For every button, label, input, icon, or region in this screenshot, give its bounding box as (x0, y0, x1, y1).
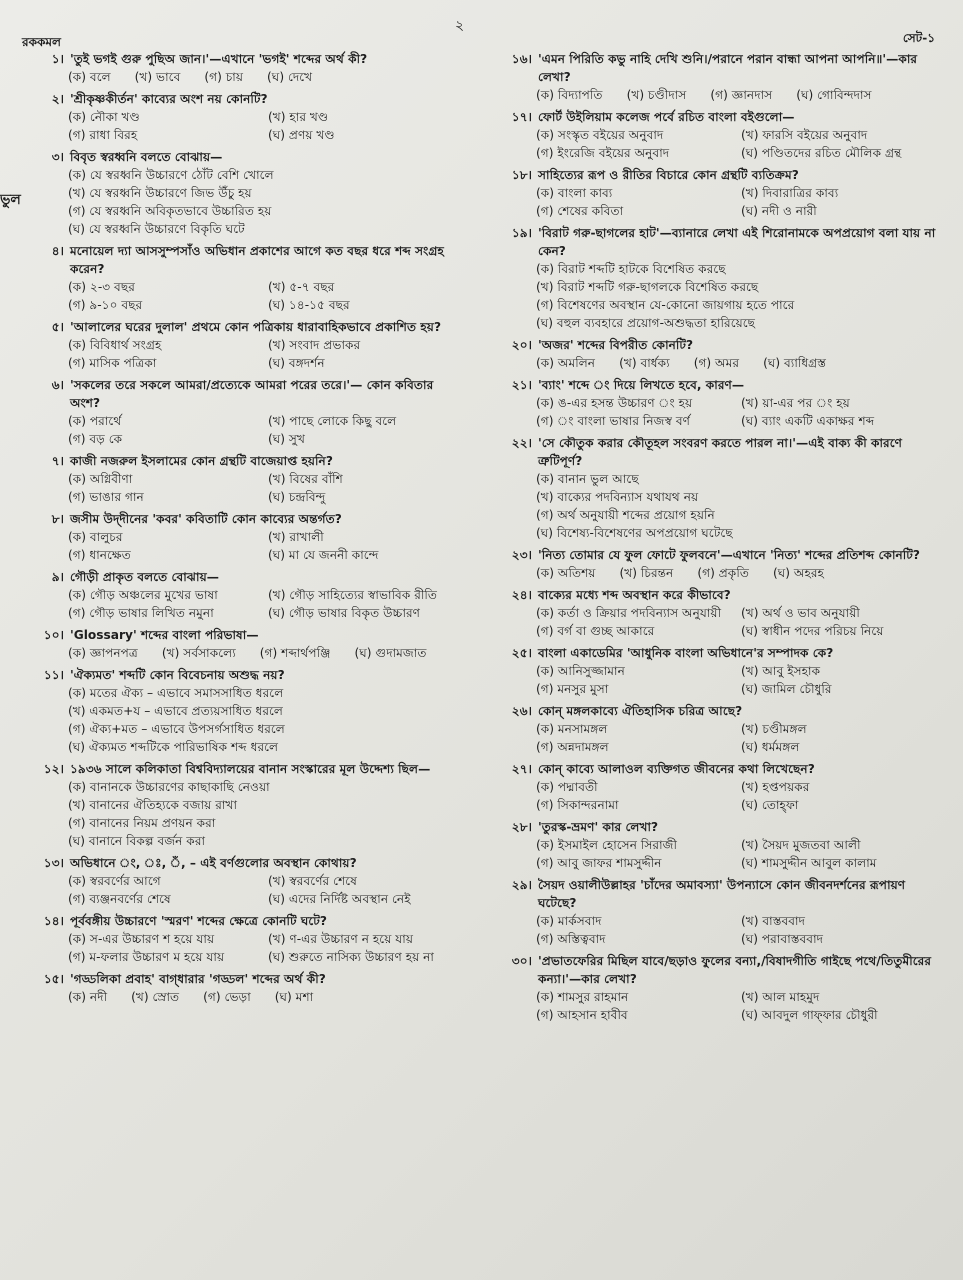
answer-option: (ক) ঙ-এর হসন্ত উচ্চারণ ং হয় (536, 396, 693, 410)
answer-option: (খ) চণ্ডীমঙ্গল (741, 722, 807, 736)
answer-option: (ক) নৌকা খণ্ড (68, 110, 140, 124)
question-item (488, 760, 938, 814)
answer-options (20, 778, 460, 850)
answer-option: (খ) ফারসি বইয়ের অনুবাদ (741, 128, 868, 142)
answer-option: (খ) আল মাহমুদ (741, 990, 820, 1004)
question-text: পূর্ববঙ্গীয় উচ্চারণে 'স্মরণ' শব্দের ক্ষেত্রে কোনটি ঘটে? (70, 914, 327, 928)
answer-option: (গ) জ্ঞানদাস (710, 88, 773, 102)
answer-option: (গ) অন্নদামঙ্গল (536, 740, 609, 754)
question-text: ১৯৩৬ সালে কলিকাতা বিশ্ববিদ্যালয়ের বানান সংস্কারের মূল উদ্দেশ্য ছিল— (70, 762, 431, 776)
question-number: ২১। (511, 378, 532, 392)
question-number: ২৬। (511, 704, 532, 718)
right-question-column (488, 50, 938, 1028)
question-text: ফোর্ট উইলিয়াম কলেজ পর্বে রচিত বাংলা বইগুলো— (538, 110, 795, 124)
question-text: 'এমন পিরিতি কভু নাহি দেখি শুনি।/পরানে পরান বান্ধা আপনা আপনি॥'—কার লেখা? (538, 52, 918, 84)
question-number: ২। (51, 92, 64, 106)
answer-option: (ঘ) শুরুতে নাসিক্য উচ্চারণ হয় না (268, 950, 434, 964)
answer-option: (খ) বার্ধক্য (619, 356, 670, 370)
question-text: সাহিত্যের রূপ ও রীতির বিচারে কোন গ্রন্থটি ব্যতিক্রম? (538, 168, 799, 182)
answer-option: (গ) সিকান্দরনামা (536, 798, 619, 812)
answer-option: (ক) বলে (68, 70, 111, 84)
answer-options (20, 644, 460, 662)
question-stem (20, 90, 460, 108)
answer-option: (খ) বানানের ঐতিহ্যকে বজায় রাখা (68, 798, 237, 812)
answer-option: (গ) শেষের কবিতা (536, 204, 624, 218)
answer-options (20, 586, 460, 622)
question-item (488, 108, 938, 162)
answer-options (488, 604, 938, 640)
answer-option: (ক) অগ্নিবীণা (68, 472, 133, 486)
question-item (20, 148, 460, 238)
answer-option: (ক) বানান ভুল আছে (536, 472, 639, 486)
answer-option: (গ) ইংরেজি বইয়ের অনুবাদ (536, 146, 670, 160)
answer-options (488, 470, 938, 542)
answer-option: (গ) মনসুর মুসা (536, 682, 609, 696)
answer-options (20, 988, 460, 1006)
question-item (20, 452, 460, 506)
answer-option: (গ) ৯-১০ বছর (68, 298, 143, 312)
answer-option: (গ) বর্গ বা গুচ্ছ আকারে (536, 624, 655, 638)
answer-option: (খ) রাখালী (268, 530, 324, 544)
question-item (488, 586, 938, 640)
answer-option: (ঘ) পরাবাস্তববাদ (741, 932, 824, 946)
answer-option: (ক) কর্তা ও ক্রিয়ার পদবিন্যাস অনুযায়ী (536, 606, 722, 620)
question-item (20, 912, 460, 966)
answer-option: (গ) আহসান হাবীব (536, 1008, 628, 1022)
question-stem (20, 50, 460, 68)
question-stem (488, 376, 938, 394)
question-item (20, 510, 460, 564)
question-text: কোন্ মঙ্গলকাব্যে ঐতিহাসিক চরিত্র আছে? (538, 704, 743, 718)
question-item (20, 50, 460, 86)
answer-option: (খ) চণ্ডীদাস (626, 88, 687, 102)
question-stem (20, 568, 460, 586)
answer-option: (ক) অতিশয় (536, 566, 596, 580)
question-number: ১। (51, 52, 64, 66)
answer-option: (ক) অমলিন (536, 356, 596, 370)
answer-option: (ক) পদ্মাবতী (536, 780, 598, 794)
question-text: 'বিরাট গরু-ছাগলের হাট'—ব্যানারে লেখা এই শিরোনামকে অপপ্রয়োগ বলা যায় না কেন? (538, 226, 936, 258)
answer-options (20, 470, 460, 506)
question-stem (488, 818, 938, 836)
answer-option: (ক) মতের ঐক্য – এভাবে সমাসসাধিত ধরলে (68, 686, 284, 700)
question-stem (488, 952, 938, 988)
answer-option: (গ) চায় (204, 70, 244, 84)
answer-option: (ঘ) সুখ (268, 432, 305, 446)
answer-options (20, 278, 460, 314)
question-number: ১৫। (43, 972, 64, 986)
answer-option: (খ) একমত+য – এভাবে প্রত্যয়সাধিত ধরলে (68, 704, 284, 718)
question-number: ৬। (51, 378, 64, 392)
answer-option: (গ) ম-ফলার উচ্চারণ ম হয়ে যায় (68, 950, 225, 964)
question-text: 'ঐক্যমত' শব্দটি কোন বিবেচনায় অশুদ্ধ নয়? (70, 668, 285, 682)
answer-option: (ঘ) গোবিন্দদাস (796, 88, 872, 102)
question-text: কাজী নজরুল ইসলামের কোন গ্রন্থটি বাজেয়াপ্ত হয়নি? (70, 454, 333, 468)
question-number: ৪। (51, 244, 64, 258)
answer-options (20, 872, 460, 908)
answer-options (20, 68, 460, 86)
question-stem (20, 148, 460, 166)
question-item (488, 224, 938, 332)
answer-option: (ক) পরার্থে (68, 414, 122, 428)
question-item (20, 970, 460, 1006)
question-item (488, 546, 938, 582)
answer-option: (ঘ) ব্যাধিগ্রস্ত (763, 356, 827, 370)
answer-option: (গ) বড় কে (68, 432, 123, 446)
question-item (20, 242, 460, 314)
header-set-label: সেট-১ (902, 31, 935, 45)
answer-option: (খ) স্রোত (131, 990, 180, 1004)
answer-option: (ক) নদী (68, 990, 108, 1004)
question-number: ৮। (51, 512, 64, 526)
answer-option: (ঘ) বিশেষ্য-বিশেষণের অপপ্রয়োগ ঘটেছে (536, 526, 733, 540)
question-stem (20, 760, 460, 778)
question-stem (488, 760, 938, 778)
answer-option: (খ) সৈয়দ মুজতবা আলী (741, 838, 861, 852)
answer-option: (গ) ব্যঞ্জনবর্ণের শেষে (68, 892, 171, 906)
answer-option: (খ) আবু ইসহাক (741, 664, 821, 678)
answer-options (20, 930, 460, 966)
answer-option: (ঘ) তোহ্‌ফা (741, 798, 799, 812)
question-number: ২২। (511, 436, 532, 450)
question-text: 'তুরস্ক-ভ্রমণ' কার লেখা? (538, 820, 659, 834)
question-number: ২৫। (511, 646, 532, 660)
question-number: ২৭। (511, 762, 532, 776)
question-number: ২৯। (511, 878, 532, 892)
answer-option: (ঘ) গুদামজাত (354, 646, 427, 660)
question-text: 'Glossary' শব্দের বাংলা পরিভাষা— (70, 628, 259, 642)
question-text: অভিধানে ং, ঃ, ঁ, – এই বর্ণগুলোর অবস্থান কোথায়? (70, 856, 357, 870)
answer-option: (ক) শামসুর রাহমান (536, 990, 629, 1004)
answer-option: (গ) আবু জাফর শামসুদ্দীন (536, 856, 662, 870)
answer-option: (ক) আনিসুজ্জামান (536, 664, 625, 678)
answer-option: (খ) সর্বসাকল্যে (161, 646, 236, 660)
question-text: গৌড়ী প্রাকৃত বলতে বোঝায়— (70, 570, 219, 584)
question-number: ২০। (511, 338, 532, 352)
answer-option: (গ) রাধা বিরহ (68, 128, 138, 142)
question-stem (488, 166, 938, 184)
question-text: 'আলালের ঘরের দুলাল' প্রথমে কোন পত্রিকায় ধারাবাহিকভাবে প্রকাশিত হয়? (70, 320, 442, 334)
question-item (20, 760, 460, 850)
question-item (488, 166, 938, 220)
question-number: ১৭। (511, 110, 532, 124)
answer-options (20, 166, 460, 238)
answer-option: (ঘ) প্রণয় খণ্ড (268, 128, 335, 142)
question-text: 'সে কৌতুক করার কৌতূহল সংবরণ করতে পারল না।'—এই বাক্য কী কারণে ত্রুটিপূর্ণ? (538, 436, 902, 468)
question-text: 'গড্ডলিকা প্রবাহ' বাগ্‌ধারার 'গড্ডল' শব্দের অর্থ কী? (70, 972, 326, 986)
answer-options (488, 184, 938, 220)
answer-option: (খ) হপ্তপয়কর (741, 780, 810, 794)
answer-option: (ঘ) গৌড় ভাষার বিকৃত উচ্চারণ (268, 606, 421, 620)
question-stem (20, 970, 460, 988)
answer-option: (ঘ) স্বাধীন পদের পরিচয় নিয়ে (741, 624, 884, 638)
question-item (20, 666, 460, 756)
answer-option: (ঘ) এদের নির্দিষ্ট অবস্থান নেই (268, 892, 411, 906)
answer-option: (গ) ঐক্য+মত – এভাবে উপসর্গসাধিত ধরলে (68, 722, 285, 736)
answer-options (20, 108, 460, 144)
question-stem (488, 50, 938, 86)
question-number: ৩০। (511, 954, 532, 968)
question-item (20, 854, 460, 908)
answer-option: (খ) বাস্তববাদ (741, 914, 805, 928)
question-number: ২৮। (511, 820, 532, 834)
answer-option: (ঘ) ব্যাং একটি একাক্ষর শব্দ (741, 414, 875, 428)
question-item (488, 376, 938, 430)
question-text: 'শ্রীকৃষ্ণকীর্তন' কাব্যের অংশ নয় কোনটি? (70, 92, 268, 106)
question-stem (488, 108, 938, 126)
answer-option: (গ) বিশেষণের অবস্থান যে-কোনো জায়গায় হতে পারে (536, 298, 795, 312)
question-text: 'অজর' শব্দের বিপরীত কোনটি? (538, 338, 694, 352)
answer-option: (খ) চিরন্তন (619, 566, 674, 580)
answer-option: (খ) ৫-৭ বছর (268, 280, 335, 294)
question-text: বিবৃত স্বরধ্বনি বলতে বোঝায়— (70, 150, 223, 164)
answer-option: (ক) বাংলা কাব্য (536, 186, 613, 200)
answer-option: (গ) ভেড়া (203, 990, 251, 1004)
answer-option: (ঘ) যে স্বরধ্বনি উচ্চারণে বিকৃতি ঘটে (68, 222, 245, 236)
page-number: ২ (455, 18, 465, 34)
answer-option: (ক) সংস্কৃত বইয়ের অনুবাদ (536, 128, 664, 142)
question-stem (488, 644, 938, 662)
answer-option: (ক) মার্কসবাদ (536, 914, 602, 928)
answer-option: (ক) বানানকে উচ্চারণের কাছাকাছি নেওয়া (68, 780, 270, 794)
question-stem (20, 376, 460, 412)
answer-options (488, 564, 938, 582)
answer-option: (ঘ) নদী ও নারী (741, 204, 817, 218)
question-text: বাক্যের মধ্যে শব্দ অবস্থান করে কীভাবে? (538, 588, 731, 602)
question-item (20, 626, 460, 662)
question-stem (20, 626, 460, 644)
question-stem (20, 666, 460, 684)
question-stem (488, 702, 938, 720)
answer-options (20, 684, 460, 756)
answer-option: (ক) ২-৩ বছর (68, 280, 135, 294)
question-item (488, 50, 938, 104)
answer-option: (খ) বিষের বাঁশি (268, 472, 343, 486)
question-stem (488, 336, 938, 354)
question-stem (488, 434, 938, 470)
answer-option: (গ) মাসিক পত্রিকা (68, 356, 157, 370)
answer-options (488, 354, 938, 372)
answer-option: (গ) ভাঙার গান (68, 490, 144, 504)
question-number: ২৩। (511, 548, 532, 562)
question-stem (20, 854, 460, 872)
question-item (20, 318, 460, 372)
question-item (488, 702, 938, 756)
question-item (488, 952, 938, 1024)
answer-option: (ঘ) চন্দ্রবিন্দু (268, 490, 326, 504)
question-text: 'সকলের তরে সকলে আমরা/প্রত্যেকে আমরা পরের তরে।'— কোন কবিতার অংশ? (70, 378, 434, 410)
answer-option: (গ) শব্দার্থপঞ্জি (259, 646, 331, 660)
question-item (488, 876, 938, 948)
question-text: বাংলা একাডেমির 'আধুনিক বাংলা অভিধানে'র সম্পাদক কে? (538, 646, 834, 660)
question-text: 'ব্যাং' শব্দে ং দিয়ে লিখতে হবে, কারণ— (538, 378, 745, 392)
answer-options (488, 778, 938, 814)
question-item (20, 90, 460, 144)
answer-option: (ঘ) আবদুল গাফ্‌ফার চৌধুরী (741, 1008, 878, 1022)
answer-option: (ঘ) জামিল চৌধুরি (741, 682, 832, 696)
answer-option: (ঘ) ১৪-১৫ বছর (268, 298, 350, 312)
answer-option: (খ) য়া-এর পর ং হয় (741, 396, 850, 410)
answer-option: (ক) যে স্বরধ্বনি উচ্চারণে ঠোঁট বেশি খোলে (68, 168, 274, 182)
answer-option: (খ) বিরাট শব্দটি গরু-ছাগলকে বিশেষিত করছে (536, 280, 759, 294)
answer-option: (ক) বালুচর (68, 530, 123, 544)
answer-option: (ক) বিবিধার্থ সংগ্রহ (68, 338, 162, 352)
answer-option: (ক) গৌড় অঞ্চলের মুখের ভাষা (68, 588, 218, 602)
question-number: ১৬। (511, 52, 532, 66)
question-number: ৩। (51, 150, 64, 164)
handwritten-margin-note: ভুল (0, 192, 21, 208)
answer-options (488, 988, 938, 1024)
question-stem (488, 876, 938, 912)
answer-options (488, 126, 938, 162)
answer-option: (ঘ) ধর্মমঙ্গল (741, 740, 800, 754)
question-number: ১১। (43, 668, 64, 682)
answer-options (488, 394, 938, 430)
answer-option: (গ) অস্তিত্ববাদ (536, 932, 606, 946)
question-stem (20, 510, 460, 528)
answer-option: (ঘ) বহুল ব্যবহারে প্রয়োগ-অশুদ্ধতা হারিয়েছে (536, 316, 756, 330)
answer-option: (গ) অমর (693, 356, 740, 370)
answer-options (20, 528, 460, 564)
answer-option: (ঘ) ঐক্যমত শব্দটিকে পারিভাষিক শব্দ ধরলে (68, 740, 279, 754)
answer-option: (ঘ) মা যে জননী কান্দে (268, 548, 379, 562)
answer-option: (ঘ) পণ্ডিতদের রচিত মৌলিক গ্রন্থ (741, 146, 902, 160)
answer-option: (ক) বিরাট শব্দটি হাটকে বিশেষিত করছে (536, 262, 726, 276)
question-number: ১২। (43, 762, 64, 776)
question-stem (488, 586, 938, 604)
answer-option: (গ) ধানক্ষেত (68, 548, 131, 562)
answer-options (488, 86, 938, 104)
question-stem (488, 546, 938, 564)
answer-option: (ঘ) মশা (274, 990, 314, 1004)
answer-option: (ঘ) বানানে বিকল্প বর্জন করা (68, 834, 206, 848)
answer-option: (খ) ভাবে (134, 70, 181, 84)
question-number: ৫। (51, 320, 64, 334)
answer-option: (গ) ং বাংলা ভাষার নিজস্ব বর্ণ (536, 414, 691, 428)
answer-option: (খ) পাছে লোকে কিছু বলে (268, 414, 397, 428)
question-number: ১৩। (43, 856, 64, 870)
answer-option: (গ) বানানের নিয়ম প্রণয়ন করা (68, 816, 216, 830)
question-text: মনোয়েল দ্যা আসসুম্পসাঁও অভিধান প্রকাশের আগে কত বছর ধরে শব্দ সংগ্রহ করেন? (70, 244, 444, 276)
answer-options (488, 912, 938, 948)
answer-option: (খ) বাক্যের পদবিন্যাস যথাযথ নয় (536, 490, 699, 504)
question-text: জসীম উদ্‌দীনের 'কবর' কবিতাটি কোন কাব্যের অন্তর্গত? (70, 512, 342, 526)
answer-option: (গ) গৌড় ভাষার লিখিত নমুনা (68, 606, 214, 620)
question-item (20, 568, 460, 622)
answer-option: (খ) স্বরবর্ণের শেষে (268, 874, 357, 888)
answer-option: (খ) সংবাদ প্রভাকর (268, 338, 361, 352)
header-left-label: রককমল (22, 35, 61, 49)
answer-option: (ঘ) বঙ্গদর্শন (268, 356, 325, 370)
question-item (488, 336, 938, 372)
answer-option: (খ) দিবারাত্রির কাব্য (741, 186, 839, 200)
question-stem (488, 224, 938, 260)
question-stem (20, 452, 460, 470)
question-number: ১৯। (511, 226, 532, 240)
answer-options (488, 836, 938, 872)
answer-options (488, 662, 938, 698)
question-item (20, 376, 460, 448)
answer-option: (খ) গৌড় সাহিত্যের স্বাভাবিক রীতি (268, 588, 438, 602)
question-stem (20, 912, 460, 930)
answer-option: (ক) স্বরবর্ণের আগে (68, 874, 161, 888)
question-item (488, 644, 938, 698)
question-text: কোন্ কাব্যে আলাওল ব্যক্তিগত জীবনের কথা লিখেছেন? (538, 762, 815, 776)
answer-option: (গ) প্রকৃতি (697, 566, 749, 580)
question-number: ২৪। (511, 588, 532, 602)
answer-option: (ক) জ্ঞাপনপত্র (68, 646, 138, 660)
question-item (488, 434, 938, 542)
question-text: সৈয়দ ওয়ালীউল্লাহর 'চাঁদের অমাবস্যা' উপন্যাসে কোন জীবনদর্শনের রূপায়ণ ঘটেছে? (538, 878, 906, 910)
question-number: ১৪। (43, 914, 64, 928)
answer-option: (খ) যে স্বরধ্বনি উচ্চারণে জিভ উঁচু হয় (68, 186, 252, 200)
question-text: 'তুই ভগই গুরু পুছিঅ জান।'—এখানে 'ভগই' শব্দের অর্থ কী? (70, 52, 368, 66)
left-question-column (20, 50, 460, 1010)
answer-option: (গ) যে স্বরধ্বনি অবিকৃতভাবে উচ্চারিত হয় (68, 204, 272, 218)
answer-option: (ক) মনসামঙ্গল (536, 722, 608, 736)
answer-option: (ক) বিদ্যাপতি (536, 88, 603, 102)
answer-options (488, 720, 938, 756)
question-number: ১০। (43, 628, 64, 642)
answer-options (20, 336, 460, 372)
answer-option: (খ) হার খণ্ড (268, 110, 329, 124)
answer-option: (খ) অর্থ ও ভাব অনুযায়ী (741, 606, 860, 620)
answer-option: (ঘ) দেখে (267, 70, 313, 84)
question-number: ৯। (51, 570, 64, 584)
question-stem (20, 318, 460, 336)
question-item (488, 818, 938, 872)
question-text: 'নিত্য তোমার যে ফুল ফোটে ফুলবনে'—এখানে 'নিত্য' শব্দের প্রতিশব্দ কোনটি? (538, 548, 920, 562)
answer-option: (ঘ) অহরহ (772, 566, 824, 580)
answer-option: (ঘ) শামসুদ্দীন আবুল কালাম (741, 856, 877, 870)
answer-option: (গ) অর্থ অনুযায়ী শব্দের প্রয়োগ হয়নি (536, 508, 715, 522)
question-number: ৭। (51, 454, 64, 468)
question-stem (20, 242, 460, 278)
answer-option: (ক) ইসমাইল হোসেন সিরাজী (536, 838, 678, 852)
answer-option: (ক) স-এর উচ্চারণ শ হয়ে যায় (68, 932, 215, 946)
answer-options (20, 412, 460, 448)
answer-options (488, 260, 938, 332)
question-text: 'প্রভাতফেরির মিছিল যাবে/ছড়াও ফুলের বন্যা,/বিষাদগীতি গাইছে পথে/তিতুমীরের কন্যা।'—কার লেখা? (538, 954, 932, 986)
answer-option: (খ) ণ-এর উচ্চারণ ন হয়ে যায় (268, 932, 413, 946)
question-number: ১৮। (511, 168, 532, 182)
